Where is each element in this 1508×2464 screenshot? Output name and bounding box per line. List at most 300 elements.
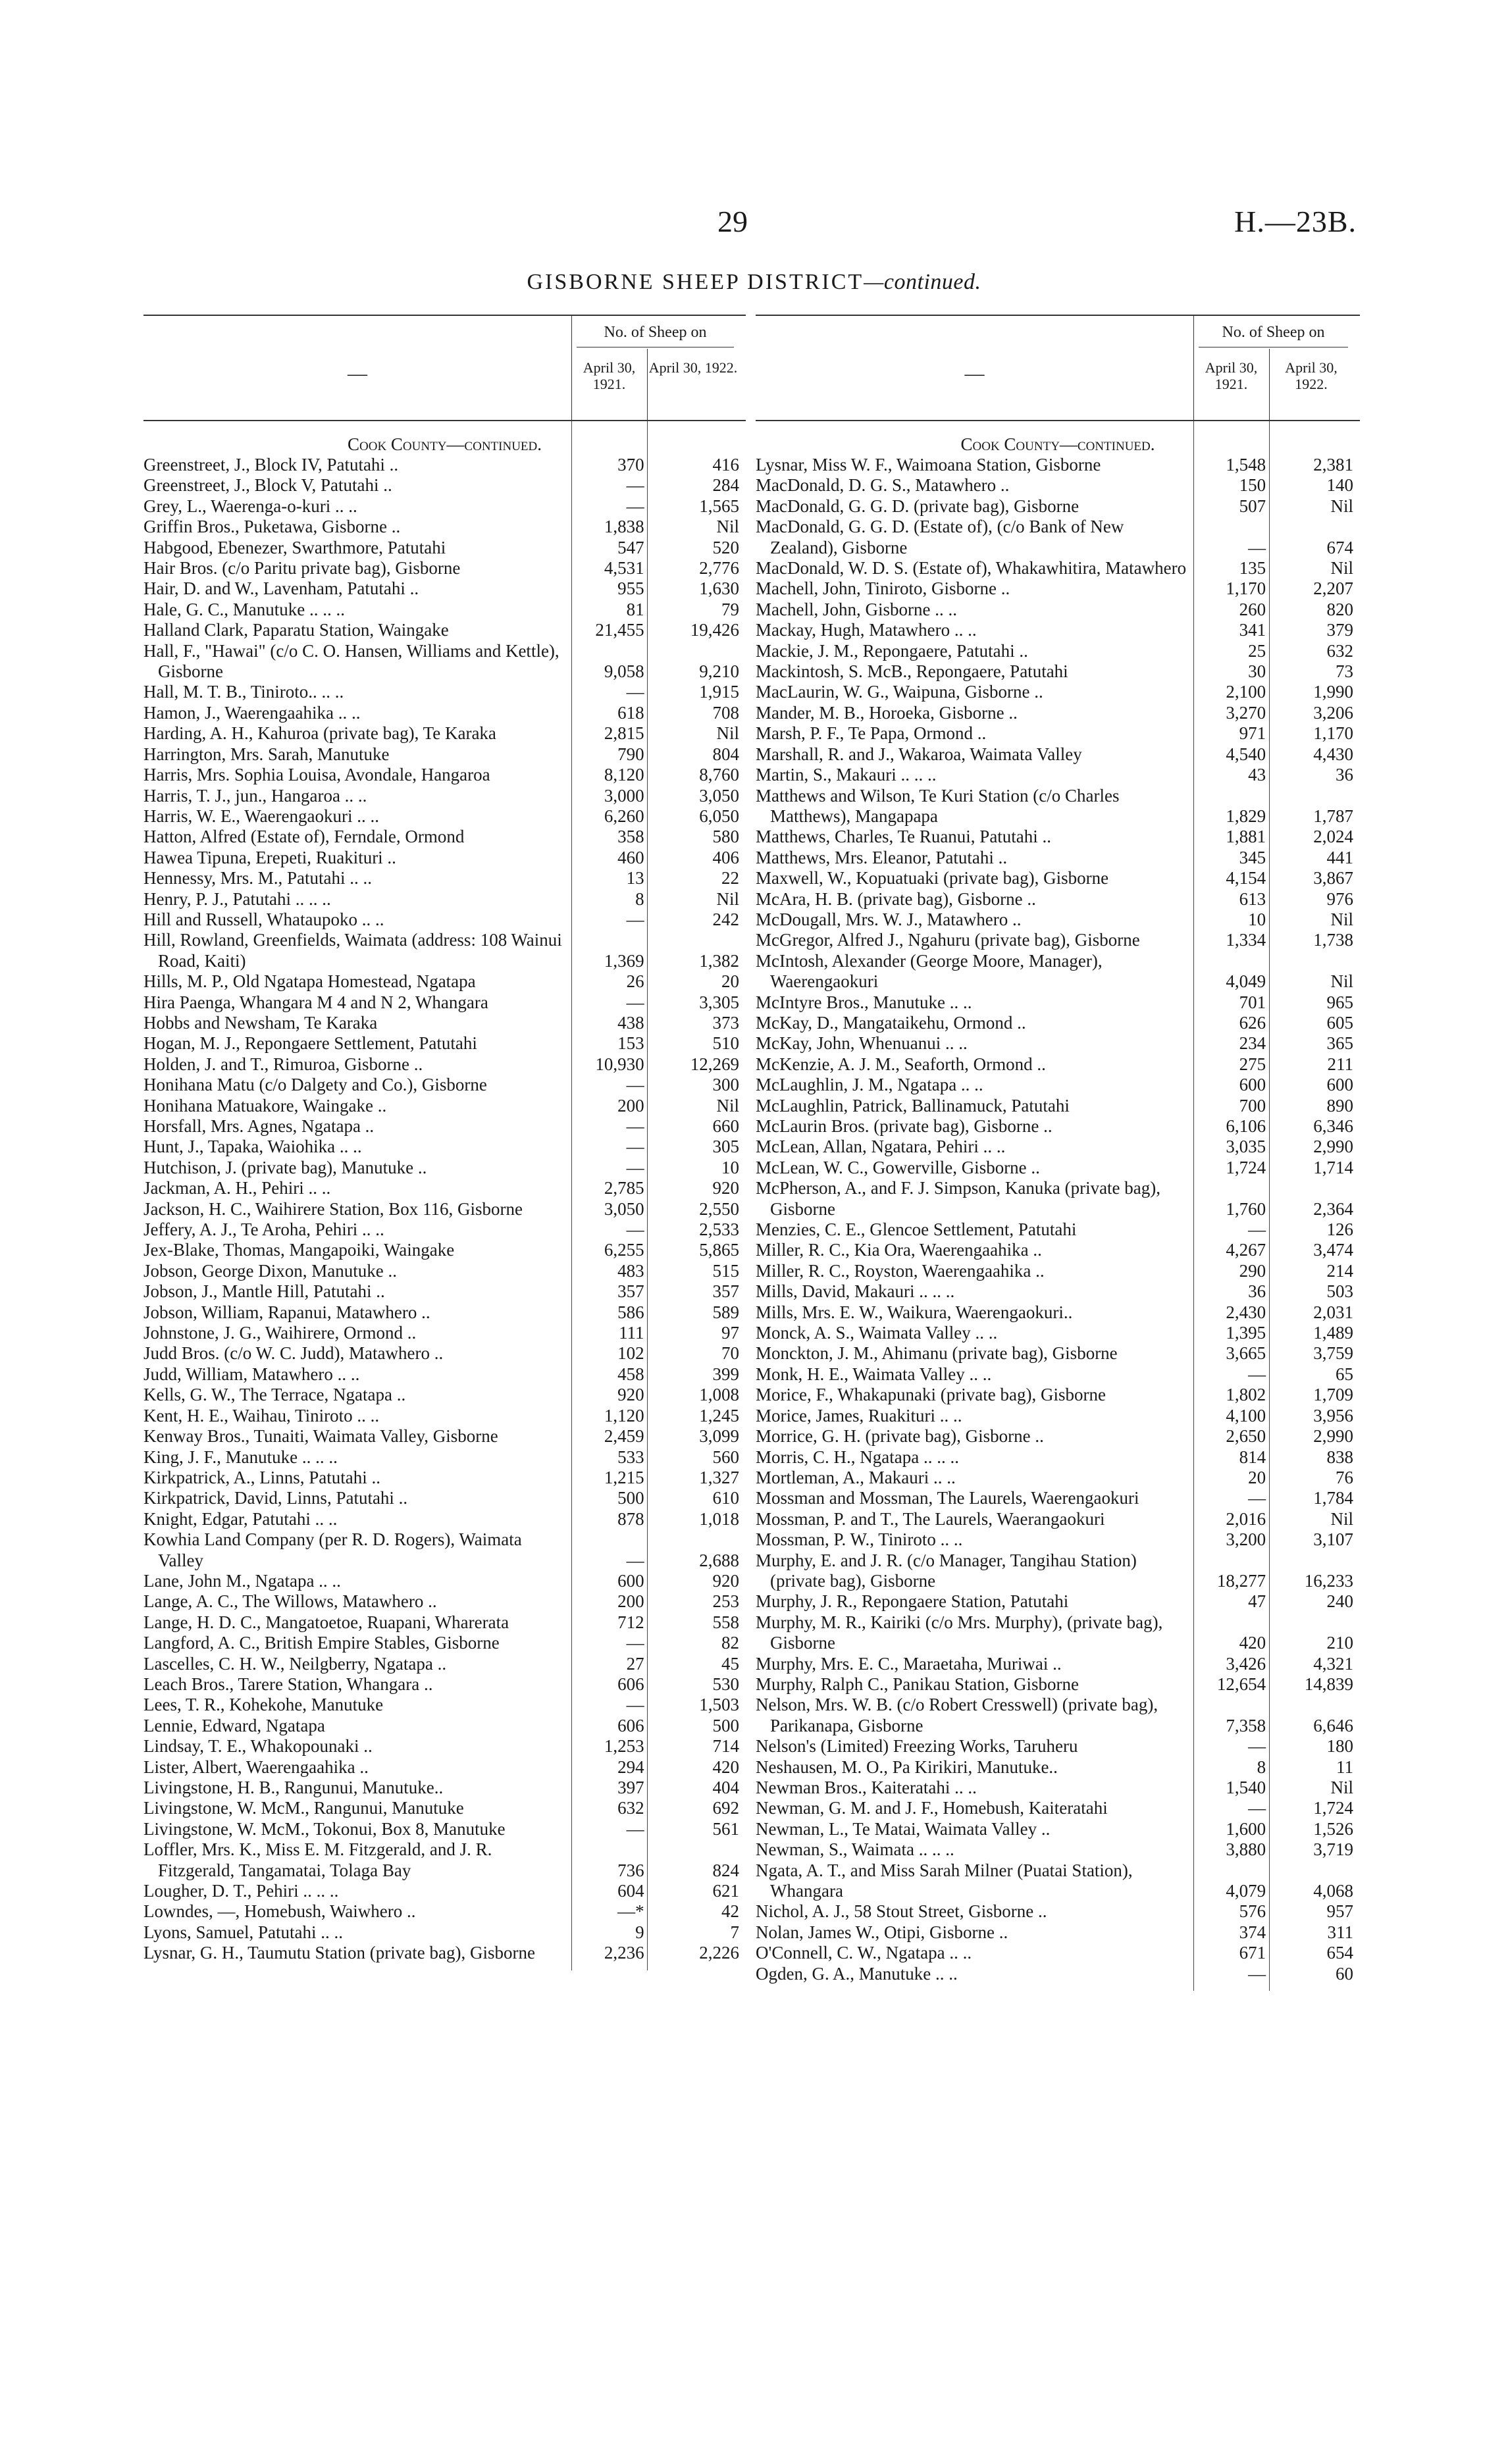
sheep-1921: 290 — [1239, 1260, 1266, 1281]
sheep-1922: 2,990 — [1313, 1137, 1353, 1157]
sheep-1921: 8 — [1257, 1757, 1266, 1777]
table-row — [143, 682, 746, 702]
sheep-1921: 7,358 — [1226, 1715, 1266, 1735]
sheep-1922: 1,503 — [699, 1695, 739, 1715]
table-row — [143, 641, 746, 682]
table-row — [143, 1509, 746, 1529]
sheep-1922: 2,550 — [699, 1198, 739, 1219]
sheep-1922: 530 — [712, 1674, 739, 1694]
sheep-1921: 4,154 — [1226, 868, 1266, 888]
table-row — [143, 1612, 746, 1633]
owner-name: Murphy, J. R., Repongaere Station, Patutahi — [756, 1591, 1069, 1612]
sheep-1922: 373 — [712, 1012, 739, 1033]
owner-name: Ngata, A. T., and Miss Sarah Milner (Puatai Station), Whangara — [756, 1860, 1133, 1901]
sheep-1921: — — [626, 1075, 644, 1095]
sheep-1921: 26 — [626, 971, 644, 992]
sheep-1921: 4,540 — [1226, 744, 1266, 764]
sheep-1921: 2,430 — [1226, 1302, 1266, 1322]
sheep-1922: 8,760 — [699, 765, 739, 785]
sheep-1921: 2,785 — [604, 1178, 644, 1198]
owner-name: Murphy, M. R., Kairiki (c/o Mrs. Murphy), (private bag), Gisborne — [756, 1612, 1163, 1653]
left-table-header — [143, 315, 746, 421]
sheep-1921: 397 — [617, 1778, 644, 1797]
sheep-1921: 3,000 — [604, 785, 644, 806]
sheep-1921: 438 — [617, 1012, 644, 1033]
owner-name: Hill, Rowland, Greenfields, Waimata (address: 108 Wainui Road, Kaiti) — [143, 930, 562, 971]
table-row — [143, 1922, 746, 1943]
sheep-1922: 1,565 — [699, 496, 739, 516]
district-title-continued: —continued. — [864, 270, 981, 294]
owner-name: Monck, A. S., Waimata Valley .. .. — [756, 1323, 998, 1343]
owner-name: Kenway Bros., Tunaiti, Waimata Valley, Gisborne — [143, 1426, 498, 1447]
sheep-1921: 36 — [1248, 1281, 1266, 1302]
sheep-1922: 4,430 — [1313, 744, 1353, 764]
table-row — [143, 723, 746, 744]
owner-name: Kirkpatrick, David, Linns, Patutahi .. — [143, 1488, 408, 1508]
sheep-1921: 4,267 — [1226, 1240, 1266, 1260]
owner-name: McIntosh, Alexander (George Moore, Manager), Waerengaokuri — [756, 950, 1103, 992]
sheep-1922: 920 — [712, 1178, 739, 1198]
sheep-1922: 804 — [712, 744, 739, 764]
owner-name: Mills, Mrs. E. W., Waikura, Waerengaokuri.. — [756, 1302, 1073, 1322]
owner-name: Nelson's (Limited) Freezing Works, Taruheru — [756, 1736, 1078, 1757]
owner-name: Mossman, P. W., Tiniroto .. .. — [756, 1529, 963, 1550]
owner-name: Morrice, G. H. (private bag), Gisborne .. — [756, 1426, 1044, 1447]
sheep-1921: 606 — [617, 1715, 644, 1735]
sheep-1922: 1,526 — [1313, 1818, 1353, 1839]
sheep-1921: 150 — [1239, 475, 1266, 496]
owner-name: McAra, H. B. (private bag), Gisborne .. — [756, 888, 1036, 909]
owner-name: Morice, James, Ruakituri .. .. — [756, 1405, 962, 1425]
sheep-1921: 8,120 — [604, 765, 644, 785]
table-row — [143, 1364, 746, 1385]
sheep-1921: 9,058 — [604, 661, 644, 682]
table-row — [143, 1674, 746, 1695]
table-row — [143, 1116, 746, 1137]
sheep-1922: 10 — [721, 1157, 739, 1177]
table-row — [143, 1426, 746, 1447]
left-column — [143, 315, 746, 1964]
owner-name: Lougher, D. T., Pehiri .. .. .. — [143, 1881, 339, 1901]
owner-name: McGregor, Alfred J., Ngahuru (private bag), Gisborne — [756, 930, 1140, 950]
sheep-1922: 2,776 — [699, 558, 739, 578]
sheep-1922: 416 — [712, 455, 739, 475]
owner-name: Mackintosh, S. McB., Repongaere, Patutahi — [756, 661, 1068, 682]
sheep-1922: 97 — [721, 1323, 739, 1343]
table-row — [143, 1096, 746, 1116]
owner-name: Mackie, J. M., Repongaere, Patutahi .. — [756, 640, 1028, 661]
sheep-1921: 3,270 — [1226, 702, 1266, 723]
owner-name: Lange, H. D. C., Mangatoetoe, Ruapani, Wharerata — [143, 1612, 509, 1632]
sheep-1922: 1,787 — [1313, 806, 1353, 826]
owner-name: Horsfall, Mrs. Agnes, Ngatapa .. — [143, 1116, 375, 1136]
owner-name: Miller, R. C., Kia Ora, Waerengaahika .. — [756, 1240, 1042, 1260]
sheep-1922: 965 — [1326, 992, 1353, 1012]
owner-name: Marsh, P. F., Te Papa, Ormond .. — [756, 723, 987, 744]
sheep-1921: 1,120 — [604, 1405, 644, 1425]
sheep-1922: 5,865 — [699, 1240, 739, 1260]
owner-name: Lascelles, C. H. W., Neilgberry, Ngatapa .. — [143, 1653, 447, 1674]
sheep-1922: 957 — [1326, 1901, 1353, 1922]
district-title-main: GISBORNE SHEEP DISTRICT — [527, 270, 864, 294]
sheep-1922: 6,646 — [1313, 1715, 1353, 1735]
sheep-1921: 294 — [617, 1757, 644, 1777]
owner-name: Loffler, Mrs. K., Miss E. M. Fitzgerald, and J. R. Fitzgerald, Tangamatai, Tolaga Bay — [143, 1839, 492, 1880]
owner-name: Kirkpatrick, A., Linns, Patutahi .. — [143, 1467, 380, 1487]
sheep-1922: 140 — [1326, 475, 1353, 496]
owner-name: Jobson, George Dixon, Manutuke .. — [143, 1260, 397, 1281]
owner-name: Kent, H. E., Waihau, Tiniroto .. .. — [143, 1405, 380, 1425]
sheep-1922: 1,724 — [1313, 1798, 1353, 1818]
sheep-1921: 600 — [1239, 1075, 1266, 1095]
sheep-1922: 500 — [712, 1715, 739, 1735]
table-row — [143, 1736, 746, 1757]
owner-name: Newman, L., Te Matai, Waimata Valley .. — [756, 1818, 1051, 1839]
report-code: H.—23B. — [1234, 205, 1357, 238]
owner-name: Lysnar, Miss W. F., Waimoana Station, Gisborne — [756, 455, 1101, 475]
owner-name: McLaughlin, J. M., Ngatapa .. .. — [756, 1075, 983, 1095]
right-table-body — [756, 421, 1360, 1984]
owner-name: Lange, A. C., The Willows, Matawhero .. — [143, 1591, 437, 1612]
table-row — [143, 1881, 746, 1901]
table-row — [143, 1468, 746, 1488]
table-row — [143, 1137, 746, 1157]
sheep-1921: — — [626, 1818, 644, 1839]
owner-name: Henry, P. J., Patutahi .. .. .. — [143, 888, 331, 909]
sheep-1922: 610 — [712, 1488, 739, 1508]
sheep-1922: 65 — [1336, 1364, 1353, 1384]
sheep-1921: 576 — [1239, 1901, 1266, 1922]
sheep-1921: 43 — [1248, 765, 1266, 785]
table-row — [143, 703, 746, 723]
owner-name: Nelson, Mrs. W. B. (c/o Robert Cresswell) (private bag), Parikanapa, Gisborne — [756, 1695, 1158, 1735]
table-row — [143, 1633, 746, 1653]
table-row — [143, 848, 746, 868]
sheep-1921: — — [1248, 1798, 1266, 1818]
owner-name: Hennessy, Mrs. M., Patutahi .. .. — [143, 868, 372, 888]
sheep-1921: 1,540 — [1226, 1778, 1266, 1797]
owner-name: Mossman and Mossman, The Laurels, Waerengaokuri — [756, 1488, 1139, 1508]
sheep-1922: 14,839 — [1304, 1674, 1353, 1694]
sheep-1921: 3,050 — [604, 1198, 644, 1219]
sheep-1921: 10 — [1248, 909, 1266, 929]
sheep-1922: 3,759 — [1313, 1343, 1353, 1364]
sheep-1921: — — [1248, 1219, 1266, 1240]
owner-name: Hawea Tipuna, Erepeti, Ruakituri .. — [143, 847, 396, 867]
sheep-1921: 955 — [617, 578, 644, 599]
sheep-1922: 211 — [1327, 1054, 1353, 1074]
sheep-1921: 971 — [1239, 723, 1266, 744]
owner-name: Machell, John, Tiniroto, Gisborne .. — [756, 578, 1010, 599]
sheep-1922: Nil — [1330, 909, 1353, 929]
sheep-1921: 3,426 — [1226, 1653, 1266, 1674]
sheep-1922: 2,226 — [699, 1943, 739, 1963]
owner-name: Jackman, A. H., Pehiri .. .. — [143, 1178, 331, 1198]
sheep-1922: 1,990 — [1313, 682, 1353, 702]
sheep-1921: 200 — [617, 1095, 644, 1116]
owner-name: Lindsay, T. E., Whakopounaki .. — [143, 1736, 373, 1757]
sheep-1921: 1,724 — [1226, 1157, 1266, 1177]
table-row — [143, 1406, 746, 1426]
sheep-1921: 3,665 — [1226, 1343, 1266, 1364]
owner-name: Neshausen, M. O., Pa Kirikiri, Manutuke.. — [756, 1757, 1058, 1777]
sheep-1922: 3,099 — [699, 1426, 739, 1447]
table-row — [143, 1385, 746, 1405]
owner-name: Hogan, M. J., Repongaere Settlement, Patutahi — [143, 1033, 477, 1054]
sheep-1922: 7 — [730, 1922, 739, 1942]
owner-name: Harris, T. J., jun., Hangaroa .. .. — [143, 785, 367, 806]
owner-name: Newman Bros., Kaiteratahi .. .. — [756, 1778, 977, 1797]
owner-name: O'Connell, C. W., Ngatapa .. .. — [756, 1943, 972, 1963]
sheep-1921: 458 — [617, 1364, 644, 1384]
table-row — [143, 1447, 746, 1468]
sheep-1921: 12,654 — [1216, 1674, 1266, 1694]
table-row — [143, 889, 746, 910]
owner-name: Kowhia Land Company (per R. D. Rogers), Waimata Valley — [143, 1529, 522, 1570]
sheep-1921: 736 — [617, 1860, 644, 1880]
sheep-1921: 4,531 — [604, 558, 644, 578]
sheep-1922: 692 — [712, 1798, 739, 1818]
owner-name: Monk, H. E., Waimata Valley .. .. — [756, 1364, 992, 1384]
sheep-1922: 365 — [1326, 1033, 1353, 1054]
left-county-heading: Cook County—continued. — [348, 434, 542, 454]
sheep-1922: Nil — [1330, 496, 1353, 516]
sheep-1921: 8 — [635, 888, 644, 909]
owner-name: Hills, M. P., Old Ngatapa Homestead, Ngatapa — [143, 971, 476, 992]
owner-name: Hill and Russell, Whataupoko .. .. — [143, 909, 384, 929]
sheep-1921: 483 — [617, 1260, 644, 1281]
sheep-1922: 404 — [712, 1778, 739, 1797]
sheep-1922: Nil — [1330, 1778, 1353, 1797]
sheep-1921: — — [626, 1157, 644, 1177]
sheep-1922: 1,245 — [699, 1405, 739, 1425]
sheep-1921: 357 — [617, 1281, 644, 1302]
owner-name: Lowndes, —, Homebush, Waiwhero .. — [143, 1901, 416, 1922]
owner-name: Greenstreet, J., Block V, Patutahi .. — [143, 475, 392, 496]
sheep-1921: 20 — [1248, 1467, 1266, 1487]
owner-name: Jeffery, A. J., Te Aroha, Pehiri .. .. — [143, 1219, 384, 1240]
sheep-1921: 153 — [617, 1033, 644, 1054]
sheep-1922: 399 — [712, 1364, 739, 1384]
sheep-1921: — — [626, 1137, 644, 1157]
sheep-1921: 600 — [617, 1570, 644, 1591]
sheep-1921: 533 — [617, 1447, 644, 1467]
owner-name: Lister, Albert, Waerengaahika .. — [143, 1757, 369, 1777]
sheep-1921: 6,260 — [604, 806, 644, 826]
owner-name: Honihana Matu (c/o Dalgety and Co.), Gisborne — [143, 1075, 487, 1095]
owner-name: McLean, W. C., Gowerville, Gisborne .. — [756, 1157, 1040, 1177]
sheep-1921: 260 — [1239, 599, 1266, 619]
sheep-1922: 240 — [1326, 1591, 1353, 1612]
sheep-1922: 561 — [712, 1818, 739, 1839]
page-number: 29 — [717, 205, 748, 238]
sheep-1922: 558 — [712, 1612, 739, 1632]
sheep-1921: — — [1248, 1364, 1266, 1384]
owner-name: Hale, G. C., Manutuke .. .. .. — [143, 599, 345, 619]
sheep-1921: 1,802 — [1226, 1385, 1266, 1405]
sheep-1921: 814 — [1239, 1447, 1266, 1467]
right-table-header — [756, 315, 1360, 421]
owner-name: Morris, C. H., Ngatapa .. .. .. — [756, 1447, 959, 1467]
owner-name: Martin, S., Makauri .. .. .. — [756, 765, 937, 785]
sheep-1921: 4,100 — [1226, 1405, 1266, 1425]
sheep-1922: 406 — [712, 847, 739, 867]
table-row — [143, 971, 746, 992]
sheep-1921: — — [1248, 537, 1266, 557]
sheep-1921: — — [1248, 1736, 1266, 1757]
sheep-1921: 2,236 — [604, 1943, 644, 1963]
sheep-1921: 27 — [626, 1653, 644, 1674]
sheep-1922: 632 — [1326, 640, 1353, 661]
owner-name: Mortleman, A., Makauri .. .. — [756, 1467, 956, 1487]
sheep-1922: 2,688 — [699, 1550, 739, 1570]
table-row — [143, 806, 746, 827]
sheep-1921: —* — [617, 1901, 644, 1922]
table-row — [143, 1757, 746, 1778]
left-table-body — [143, 421, 746, 1964]
owner-name: Judd, William, Matawhero .. .. — [143, 1364, 360, 1384]
sheep-1921: 790 — [617, 744, 644, 764]
sheep-1922: 1,489 — [1313, 1323, 1353, 1343]
sheep-1922: 379 — [1326, 620, 1353, 640]
right-county-heading: Cook County—continued. — [960, 434, 1155, 454]
owner-name: Menzies, C. E., Glencoe Settlement, Patutahi — [756, 1219, 1077, 1240]
sheep-1922: 920 — [712, 1570, 739, 1591]
table-row — [143, 1281, 746, 1302]
sheep-1922: 42 — [721, 1901, 739, 1922]
owner-name: McLean, Allan, Ngatara, Pehiri .. .. — [756, 1137, 1006, 1157]
table-row — [143, 1839, 746, 1881]
sheep-1922: 76 — [1336, 1467, 1353, 1487]
owner-name: McKenzie, A. J. M., Seaforth, Ormond .. — [756, 1054, 1046, 1074]
sheep-1922: 708 — [712, 702, 739, 723]
sheep-1922: 1,915 — [699, 682, 739, 702]
owner-name: Greenstreet, J., Block IV, Patutahi .. — [143, 455, 399, 475]
owner-name: Holden, J. and T., Rimuroa, Gisborne .. — [143, 1054, 423, 1074]
owner-name: Livingstone, W. McM., Rangunui, Manutuke — [143, 1798, 464, 1818]
sheep-1922: 3,206 — [1313, 702, 1353, 723]
owner-name: Knight, Edgar, Patutahi .. .. — [143, 1508, 338, 1529]
owner-name: Livingstone, W. McM., Tokonui, Box 8, Manutuke — [143, 1818, 506, 1839]
table-row — [143, 1323, 746, 1343]
sheep-1921: 1,369 — [604, 950, 644, 971]
owner-name: Jobson, J., Mantle Hill, Patutahi .. — [143, 1281, 385, 1302]
sheep-1921: 111 — [619, 1323, 644, 1343]
sheep-1921: 1,760 — [1226, 1198, 1266, 1219]
sheep-1921: 6,255 — [604, 1240, 644, 1260]
table-row — [143, 1901, 746, 1922]
sheep-1921: 9 — [635, 1922, 644, 1942]
sheep-1921: 1,334 — [1226, 930, 1266, 950]
owner-name: Mackay, Hugh, Matawhero .. .. — [756, 620, 977, 640]
sheep-1922: 1,714 — [1313, 1157, 1353, 1177]
owner-name: MacDonald, W. D. S. (Estate of), Whakawhitira, Matawhero — [756, 558, 1187, 578]
owner-name: Hira Paenga, Whangara M 4 and N 2, Whangara — [143, 992, 488, 1012]
owner-name: MacDonald, G. G. D. (Estate of), (c/o Bank of New Zealand), Gisborne — [756, 517, 1124, 557]
owner-name: Jackson, H. C., Waihirere Station, Box 116, Gisborne — [143, 1198, 523, 1219]
sheep-1922: 214 — [1326, 1260, 1353, 1281]
table-row — [143, 496, 746, 517]
owner-name: Hall, M. T. B., Tiniroto.. .. .. — [143, 682, 344, 702]
owner-name: Marshall, R. and J., Wakaroa, Waimata Valley — [756, 744, 1082, 764]
sheep-1921: 102 — [617, 1343, 644, 1364]
left-header-1922: April 30, 1922. — [648, 359, 738, 376]
sheep-1922: 820 — [1326, 599, 1353, 619]
sheep-1921: 1,253 — [604, 1736, 644, 1757]
sheep-1922: 714 — [712, 1736, 739, 1757]
table-row — [143, 538, 746, 558]
owner-name: Nolan, James W., Otipi, Gisborne .. — [756, 1922, 1008, 1942]
sheep-1922: 79 — [721, 599, 739, 619]
owner-name: Morice, F., Whakapunaki (private bag), Gisborne — [756, 1385, 1106, 1405]
table-row — [143, 1219, 746, 1240]
owner-name: Leach Bros., Tarere Station, Whangara .. — [143, 1674, 433, 1694]
table-row — [143, 1013, 746, 1033]
sheep-1922: 660 — [712, 1116, 739, 1136]
table-row — [143, 910, 746, 930]
sheep-1922: 73 — [1336, 661, 1353, 682]
owner-name: Hair, D. and W., Lavenham, Patutahi .. — [143, 578, 419, 599]
sheep-1921: 21,455 — [595, 620, 644, 640]
sheep-1922: 16,233 — [1304, 1570, 1353, 1591]
table-row — [143, 868, 746, 888]
sheep-1922: 515 — [712, 1260, 739, 1281]
owner-name: McDougall, Mrs. W. J., Matawhero .. — [756, 909, 1022, 929]
table-row — [143, 1158, 746, 1178]
sheep-1922: 976 — [1326, 888, 1353, 909]
sheep-1922: 36 — [1336, 765, 1353, 785]
sheep-1921: 604 — [617, 1881, 644, 1901]
table-row — [143, 1819, 746, 1839]
table-row — [143, 1488, 746, 1508]
sheep-1921: 18,277 — [1216, 1570, 1266, 1591]
sheep-1922: 1,008 — [699, 1385, 739, 1405]
sheep-1922: 253 — [712, 1591, 739, 1612]
sheep-1921: 200 — [617, 1591, 644, 1612]
owner-name: Newman, S., Waimata .. .. .. — [756, 1839, 954, 1860]
owner-name: Hobbs and Newsham, Te Karaka — [143, 1012, 378, 1033]
sheep-1922: 22 — [721, 868, 739, 888]
sheep-1922: Nil — [1330, 971, 1353, 992]
sheep-1921: 701 — [1239, 992, 1266, 1012]
owner-name: Newman, G. M. and J. F., Homebush, Kaiteratahi — [756, 1798, 1108, 1818]
sheep-1922: 824 — [712, 1860, 739, 1880]
table-row — [143, 475, 746, 496]
sheep-1922: 890 — [1326, 1095, 1353, 1116]
sheep-1921: — — [626, 475, 644, 496]
table-row — [143, 765, 746, 785]
owner-name: King, J. F., Manutuke .. .. .. — [143, 1447, 338, 1467]
table-row — [143, 744, 746, 765]
sheep-1922: 621 — [712, 1881, 739, 1901]
sheep-1921: 81 — [626, 599, 644, 619]
table-row — [143, 455, 746, 475]
sheep-1922: 510 — [712, 1033, 739, 1054]
table-row — [143, 786, 746, 806]
sheep-1922: 674 — [1326, 537, 1353, 557]
sheep-1922: 560 — [712, 1447, 739, 1467]
right-header-dash: — — [964, 363, 985, 384]
owner-name: Murphy, Mrs. E. C., Maraetaha, Muriwai .. — [756, 1653, 1062, 1674]
owner-name: Habgood, Ebenezer, Swarthmore, Patutahi — [143, 537, 446, 557]
sheep-1921: 878 — [617, 1508, 644, 1529]
owner-name: Jobson, William, Rapanui, Matawhero .. — [143, 1302, 430, 1322]
sheep-1922: 1,738 — [1313, 930, 1353, 950]
sheep-1921: 370 — [617, 455, 644, 475]
sheep-1922: Nil — [716, 517, 739, 537]
sheep-1921: 25 — [1248, 640, 1266, 661]
sheep-1921: 420 — [1239, 1633, 1266, 1653]
